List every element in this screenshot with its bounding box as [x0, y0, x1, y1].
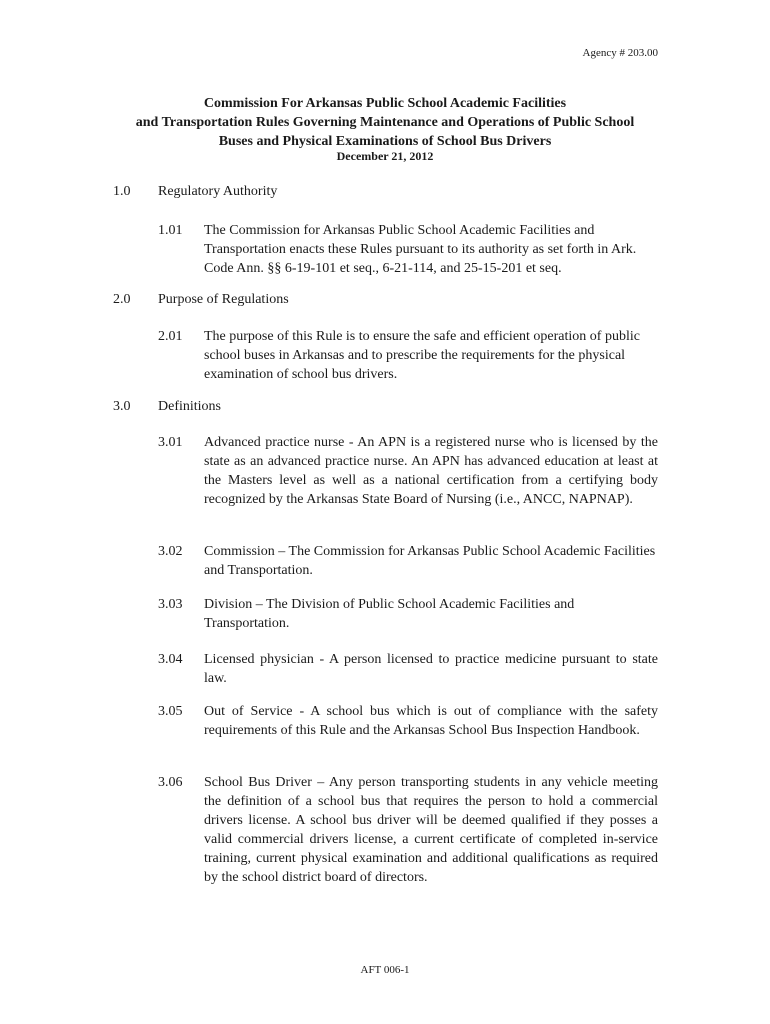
paragraph-text: Out of Service - A school bus which is out of compliance with the safety requirements of this Rule and the Arkansas School Bus Inspection Handbook.	[204, 704, 658, 738]
paragraph-number: 3.05	[158, 704, 183, 719]
paragraph-number: 2.01	[158, 329, 183, 344]
section-heading	[113, 292, 289, 308]
section-number: 1.0	[113, 184, 131, 199]
paragraph	[158, 327, 658, 384]
section-number: 2.0	[113, 292, 131, 307]
paragraph-number: 3.06	[158, 775, 183, 790]
section-heading	[113, 184, 277, 200]
paragraph-number: 3.02	[158, 544, 183, 559]
section-title: Definitions	[158, 399, 221, 414]
title-line: Buses and Physical Examinations of School Bus Drivers	[218, 134, 552, 149]
definition-paragraph	[158, 595, 658, 633]
section-number: 3.0	[113, 399, 131, 414]
paragraph-number: 1.01	[158, 223, 183, 238]
paragraph-text: The purpose of this Rule is to ensure the safe and efficient operation of public school buses in Arkansas and to prescribe the requirements for the physical examination of school bus drivers.	[204, 329, 640, 382]
definition-paragraph	[158, 702, 658, 740]
paragraph-text: The Commission for Arkansas Public School Academic Facilities and Transportation enacts these Rules pursuant to its authority as set forth in Ark. Code Ann. §§ 6-19-101 et seq., 6-21-114, and 25-15-201 et seq.	[204, 223, 637, 276]
paragraph-text: Advanced practice nurse - An APN is a registered nurse who is licensed by the state as an advanced practice nurse. An APN has advanced education at least at the Masters level as well as a national certification from a certifying body recognized by the Arkansas State Board of Nursing (i.e., ANCC, NAPNAP).	[204, 435, 658, 507]
paragraph-text: Commission – The Commission for Arkansas Public School Academic Facilities and Transportation.	[204, 544, 656, 578]
paragraph-number: 3.01	[158, 435, 183, 450]
definition-paragraph	[158, 650, 658, 688]
agency-number: Agency # 203.00	[582, 47, 658, 59]
paragraph-number: 3.03	[158, 597, 183, 612]
document-date: December 21, 2012	[336, 149, 434, 163]
paragraph-text: Division – The Division of Public School Academic Facilities and Transportation.	[204, 597, 575, 631]
section-title: Purpose of Regulations	[158, 292, 289, 307]
definition-paragraph	[158, 773, 658, 887]
section-heading	[113, 399, 221, 415]
document-title	[100, 94, 670, 151]
title-line: Commission For Arkansas Public School Academic Facilities	[203, 96, 567, 111]
paragraph-text: School Bus Driver – Any person transporting students in any vehicle meeting the definition of a school bus that requires the person to hold a commercial drivers license. A school bus driver will be deemed qualified if they posses a valid commercial drivers license, a current certificate of completed in-service training, current physical examination and additional qualifications as required by the school district board of directors.	[204, 775, 658, 885]
title-line: and Transportation Rules Governing Maintenance and Operations of Public School	[135, 115, 635, 130]
definition-paragraph	[158, 542, 658, 580]
paragraph-text: Licensed physician - A person licensed to practice medicine pursuant to state law.	[204, 652, 658, 686]
page-footer: AFT 006-1	[360, 964, 410, 976]
definition-paragraph	[158, 433, 658, 509]
section-title: Regulatory Authority	[158, 184, 278, 199]
paragraph-number: 3.04	[158, 652, 183, 667]
paragraph	[158, 221, 658, 278]
